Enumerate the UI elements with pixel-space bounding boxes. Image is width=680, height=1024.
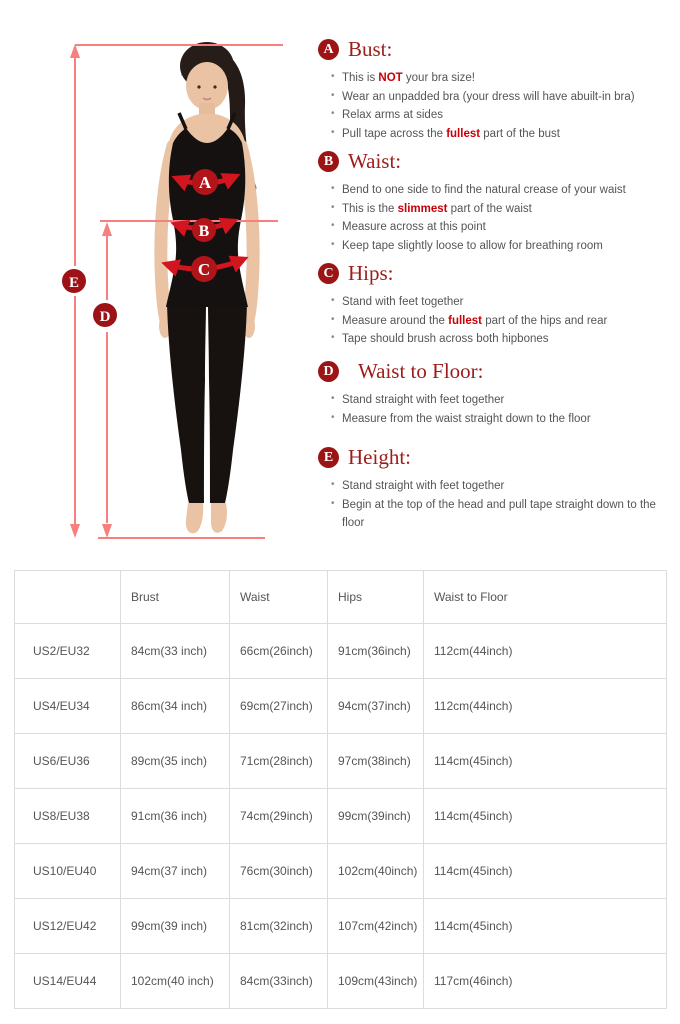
section-title: Waist to Floor: <box>358 359 484 383</box>
column-header: Hips <box>328 571 424 624</box>
instruction-bullet <box>331 410 674 429</box>
column-header: Waist to Floor <box>424 571 667 624</box>
size-cell: 97cm(38inch) <box>328 734 424 789</box>
section-header <box>318 359 674 384</box>
bullet-text: Begin at the top of the head and pull tape straight down to the floor <box>342 498 656 530</box>
size-cell: 107cm(42inch) <box>328 899 424 954</box>
section-header <box>318 37 674 62</box>
bullet-text: Stand with feet together <box>342 296 464 308</box>
bullet-text: Stand straight with feet together <box>342 480 505 492</box>
section-letter-badge: D <box>318 361 339 382</box>
waist-to-floor-badge-letter: D <box>99 309 111 325</box>
emphasis-text: fullest <box>446 127 481 140</box>
model-leg-right <box>208 303 247 503</box>
bullet-text: part of the hips and rear <box>482 314 608 327</box>
size-cell: 94cm(37inch) <box>328 679 424 734</box>
instruction-list <box>318 477 674 533</box>
size-cell: 112cm(44inch) <box>424 624 667 679</box>
instruction-list <box>318 293 674 349</box>
size-chart-table <box>14 570 667 1009</box>
instruction-bullet <box>331 330 674 349</box>
bullet-text: Measure from the waist straight down to the floor <box>342 412 591 425</box>
instruction-bullet <box>331 312 674 331</box>
section-title: Hips: <box>348 261 394 285</box>
size-cell: 84cm(33inch) <box>230 954 328 1009</box>
size-cell: 117cm(46inch) <box>424 954 667 1009</box>
instruction-bullet <box>331 125 674 144</box>
table-row <box>15 789 667 844</box>
size-chart-body <box>15 624 667 1009</box>
measure-instructions <box>318 0 674 560</box>
model-foot <box>211 503 227 533</box>
size-cell: 89cm(35 inch) <box>121 734 230 789</box>
column-header: Waist <box>230 571 328 624</box>
section-header <box>318 149 674 174</box>
model-eye <box>213 85 216 88</box>
section-height <box>318 445 674 533</box>
table-row <box>15 679 667 734</box>
section-header <box>318 261 674 286</box>
model-foot <box>186 503 203 533</box>
instruction-bullet <box>331 293 674 312</box>
size-cell: 114cm(45inch) <box>424 734 667 789</box>
instruction-list <box>318 181 674 256</box>
bullet-text: This is the <box>342 202 398 215</box>
emphasis-text: slimmest <box>397 202 448 215</box>
bullet-text: Wear an unpadded bra (your dress will have abuilt-in bra) <box>342 90 635 103</box>
size-cell: 112cm(44inch) <box>424 679 667 734</box>
size-cell: 71cm(28inch) <box>230 734 328 789</box>
size-row-label: US2/EU32 <box>15 624 121 679</box>
model-leg-left <box>167 303 206 503</box>
size-row-label: US6/EU36 <box>15 734 121 789</box>
column-header: Brust <box>121 571 230 624</box>
size-row-label: US10/EU40 <box>15 844 121 899</box>
table-row <box>15 844 667 899</box>
size-cell: 99cm(39 inch) <box>121 899 230 954</box>
model-photo <box>159 42 256 533</box>
instruction-bullet <box>331 496 674 533</box>
bullet-text: part of the bust <box>480 127 560 140</box>
bullet-text: part of the waist <box>447 202 532 215</box>
bullet-text: Bend to one side to find the natural crease of your waist <box>342 184 626 196</box>
section-letter-badge: E <box>318 447 339 468</box>
instruction-bullet <box>331 69 674 88</box>
size-cell: 99cm(39inch) <box>328 789 424 844</box>
table-row <box>15 624 667 679</box>
section-title: Waist: <box>348 149 402 173</box>
size-cell: 114cm(45inch) <box>424 844 667 899</box>
instruction-bullet <box>331 200 674 219</box>
instruction-bullet <box>331 106 674 125</box>
section-waist <box>318 149 674 256</box>
emphasis-text: fullest <box>448 314 482 327</box>
bullet-text: Measure across at this point <box>342 221 486 234</box>
arrow-down-icon <box>102 524 112 538</box>
section-header <box>318 445 674 470</box>
size-cell: 69cm(27inch) <box>230 679 328 734</box>
size-cell: 91cm(36inch) <box>328 624 424 679</box>
size-cell: 114cm(45inch) <box>424 789 667 844</box>
bullet-text: Keep tape slightly loose to allow for breathing room <box>342 239 603 252</box>
instruction-bullet <box>331 218 674 237</box>
bullet-text: Pull tape across the <box>342 127 447 140</box>
section-letter-badge: A <box>318 39 339 60</box>
size-cell: 91cm(36 inch) <box>121 789 230 844</box>
size-cell: 102cm(40inch) <box>328 844 424 899</box>
bullet-text: Stand straight with feet together <box>342 394 505 406</box>
bullet-text: your bra size! <box>402 72 475 84</box>
instruction-list <box>318 69 674 144</box>
hips-badge-letter: C <box>197 260 211 279</box>
size-chart-header <box>15 571 667 624</box>
emphasis-text: NOT <box>378 72 403 84</box>
size-row-label: US8/EU38 <box>15 789 121 844</box>
section-title: Bust: <box>348 37 393 61</box>
size-cell: 81cm(32inch) <box>230 899 328 954</box>
instruction-bullet <box>331 237 674 256</box>
bullet-text: This is <box>342 72 379 84</box>
section-letter-badge: B <box>318 151 339 172</box>
table-row <box>15 899 667 954</box>
corner-cell <box>15 571 121 624</box>
section-bust <box>318 37 674 144</box>
size-cell: 102cm(40 inch) <box>121 954 230 1009</box>
section-letter-badge: C <box>318 263 339 284</box>
instruction-list <box>318 391 674 428</box>
instruction-bullet <box>331 391 674 410</box>
size-cell: 114cm(45inch) <box>424 899 667 954</box>
bullet-text: Measure around the <box>342 314 449 327</box>
size-cell: 76cm(30inch) <box>230 844 328 899</box>
size-cell: 66cm(26inch) <box>230 624 328 679</box>
bullet-text: Tape should brush across both hipbones <box>342 333 549 346</box>
height-badge-letter: E <box>68 275 80 291</box>
model-face <box>186 62 228 110</box>
arrow-down-icon <box>70 524 80 538</box>
table-header-row <box>15 571 667 624</box>
size-row-label: US12/EU42 <box>15 899 121 954</box>
section-title: Height: <box>348 445 411 469</box>
bust-badge-letter: A <box>198 173 212 192</box>
size-cell: 84cm(33 inch) <box>121 624 230 679</box>
size-row-label: US14/EU44 <box>15 954 121 1009</box>
instruction-bullet <box>331 477 674 496</box>
arrow-up-icon <box>70 44 80 58</box>
bullet-text: Relax arms at sides <box>342 109 443 122</box>
size-cell: 94cm(37 inch) <box>121 844 230 899</box>
size-cell: 109cm(43inch) <box>328 954 424 1009</box>
instruction-bullet <box>331 88 674 107</box>
instruction-bullet <box>331 181 674 200</box>
size-row-label: US4/EU34 <box>15 679 121 734</box>
arrow-up-icon <box>102 222 112 236</box>
waist-badge-letter: B <box>198 223 210 240</box>
size-cell: 86cm(34 inch) <box>121 679 230 734</box>
model-eye <box>197 85 200 88</box>
table-row <box>15 734 667 789</box>
table-row <box>15 954 667 1009</box>
section-waist-to-floor <box>318 359 674 428</box>
size-cell: 74cm(29inch) <box>230 789 328 844</box>
section-hips <box>318 261 674 349</box>
